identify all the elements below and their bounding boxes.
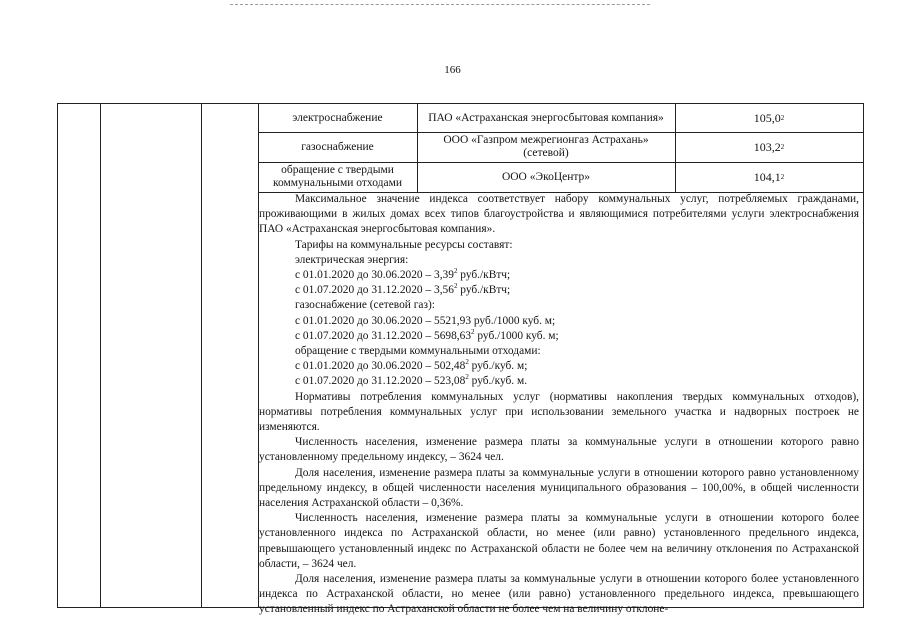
col-border-1 — [100, 104, 101, 607]
list-line: с 01.01.2020 до 30.06.2020 – 502,48$^2$ руб./куб. м; — [295, 358, 528, 373]
paragraph: Тарифы на коммунальные ресурсы составят: — [295, 238, 513, 251]
provider-cell: ООО «ЭкоЦентр» — [501, 170, 591, 183]
data-table — [57, 103, 864, 616]
list-line: с 01.01.2020 до 30.06.2020 – 5521,93 руб./1000 куб. м; — [295, 314, 556, 327]
paragraph: Максимальное значение индекса соответствует набору коммунальных услуг, потребляемых гражданами, проживающими в жилых домах всех типов благоустройства и являющимися потребителями услуги электроснабжения ПАО «Астраханская энергосбытовая компания». — [259, 193, 859, 236]
paragraph: Численность населения, изменение размера платы за коммунальные услуги в отношении которого более установленного индекса по Астраханской области, но менее (или равно) установленного предельного индекса, превышающего установленный индекс по Астраханской области не более чем на величину отклонения по Астраханской области, – 3624 чел. — [259, 512, 859, 570]
service-cell: обращение с твердыми коммунальными отходами — [272, 164, 403, 189]
index-value-cell: 104,1 2 — [753, 169, 785, 184]
index-value: 103,2 — [753, 139, 781, 154]
list-line: с 01.07.2020 до 31.12.2020 – 5698,63$^2$ руб./1000 куб. м; — [295, 328, 559, 342]
paragraph: Доля населения, изменение размера платы за коммунальные услуги в отношении которого более установленного индекса по Астраханской области, но менее (или равно) установленного предельного индекса, превышающего установленный индекс по Астраханской области не более чем на величину отклоне- — [259, 573, 859, 616]
list-line: электрическая энергия: — [295, 253, 409, 266]
list-line: газоснабжение (сетевой газ): — [295, 299, 435, 312]
service-cell: газоснабжение — [301, 140, 374, 153]
index-value-cell: 105,0 2 — [753, 110, 785, 125]
index-value-cell: 103,2 2 — [753, 139, 785, 154]
provider-cell: ООО «Газпром межрегионгаз Астрахань» (сетевой) — [443, 134, 649, 159]
page-number: 166 — [444, 64, 461, 76]
provider-cell: ПАО «Астраханская энергосбытовая компания» — [428, 111, 664, 124]
scan-artifact-line — [230, 4, 650, 5]
explanatory-text — [259, 192, 859, 618]
paragraph: Нормативы потребления коммунальных услуг (нормативы накопления твердых коммунальных отходов), нормативы потребления коммунальных услуг при использовании земельного участка и надворных построек не изменяются. — [259, 390, 859, 434]
list-line: с 01.07.2020 до 31.12.2020 – 523,08$^2$ руб./куб. м. — [295, 373, 528, 388]
paragraph: Доля населения, изменение размера платы за коммунальные услуги в отношении которого равно установленному предельному индексу, в общей численности населения муниципального образования – 100,00%, в общей численности населения Астраханской области – 0,36%. — [259, 466, 859, 510]
col-border-2 — [201, 104, 202, 607]
index-value: 104,1 — [753, 169, 781, 184]
list-line: с 01.07.2020 до 31.12.2020 – 3,56$^2$ руб./кВтч; — [295, 282, 511, 297]
service-cell: электроснабжение — [292, 111, 383, 124]
index-value: 105,0 — [753, 110, 781, 125]
paragraph: Численность населения, изменение размера платы за коммунальные услуги в отношении которого равно установленному предельному индексу, – 3624 чел. — [259, 436, 859, 464]
list-line: с 01.01.2020 до 30.06.2020 – 3,39$^2$ руб./кВтч; — [295, 267, 511, 282]
list-line: обращение с твердыми коммунальными отходами: — [295, 345, 541, 358]
